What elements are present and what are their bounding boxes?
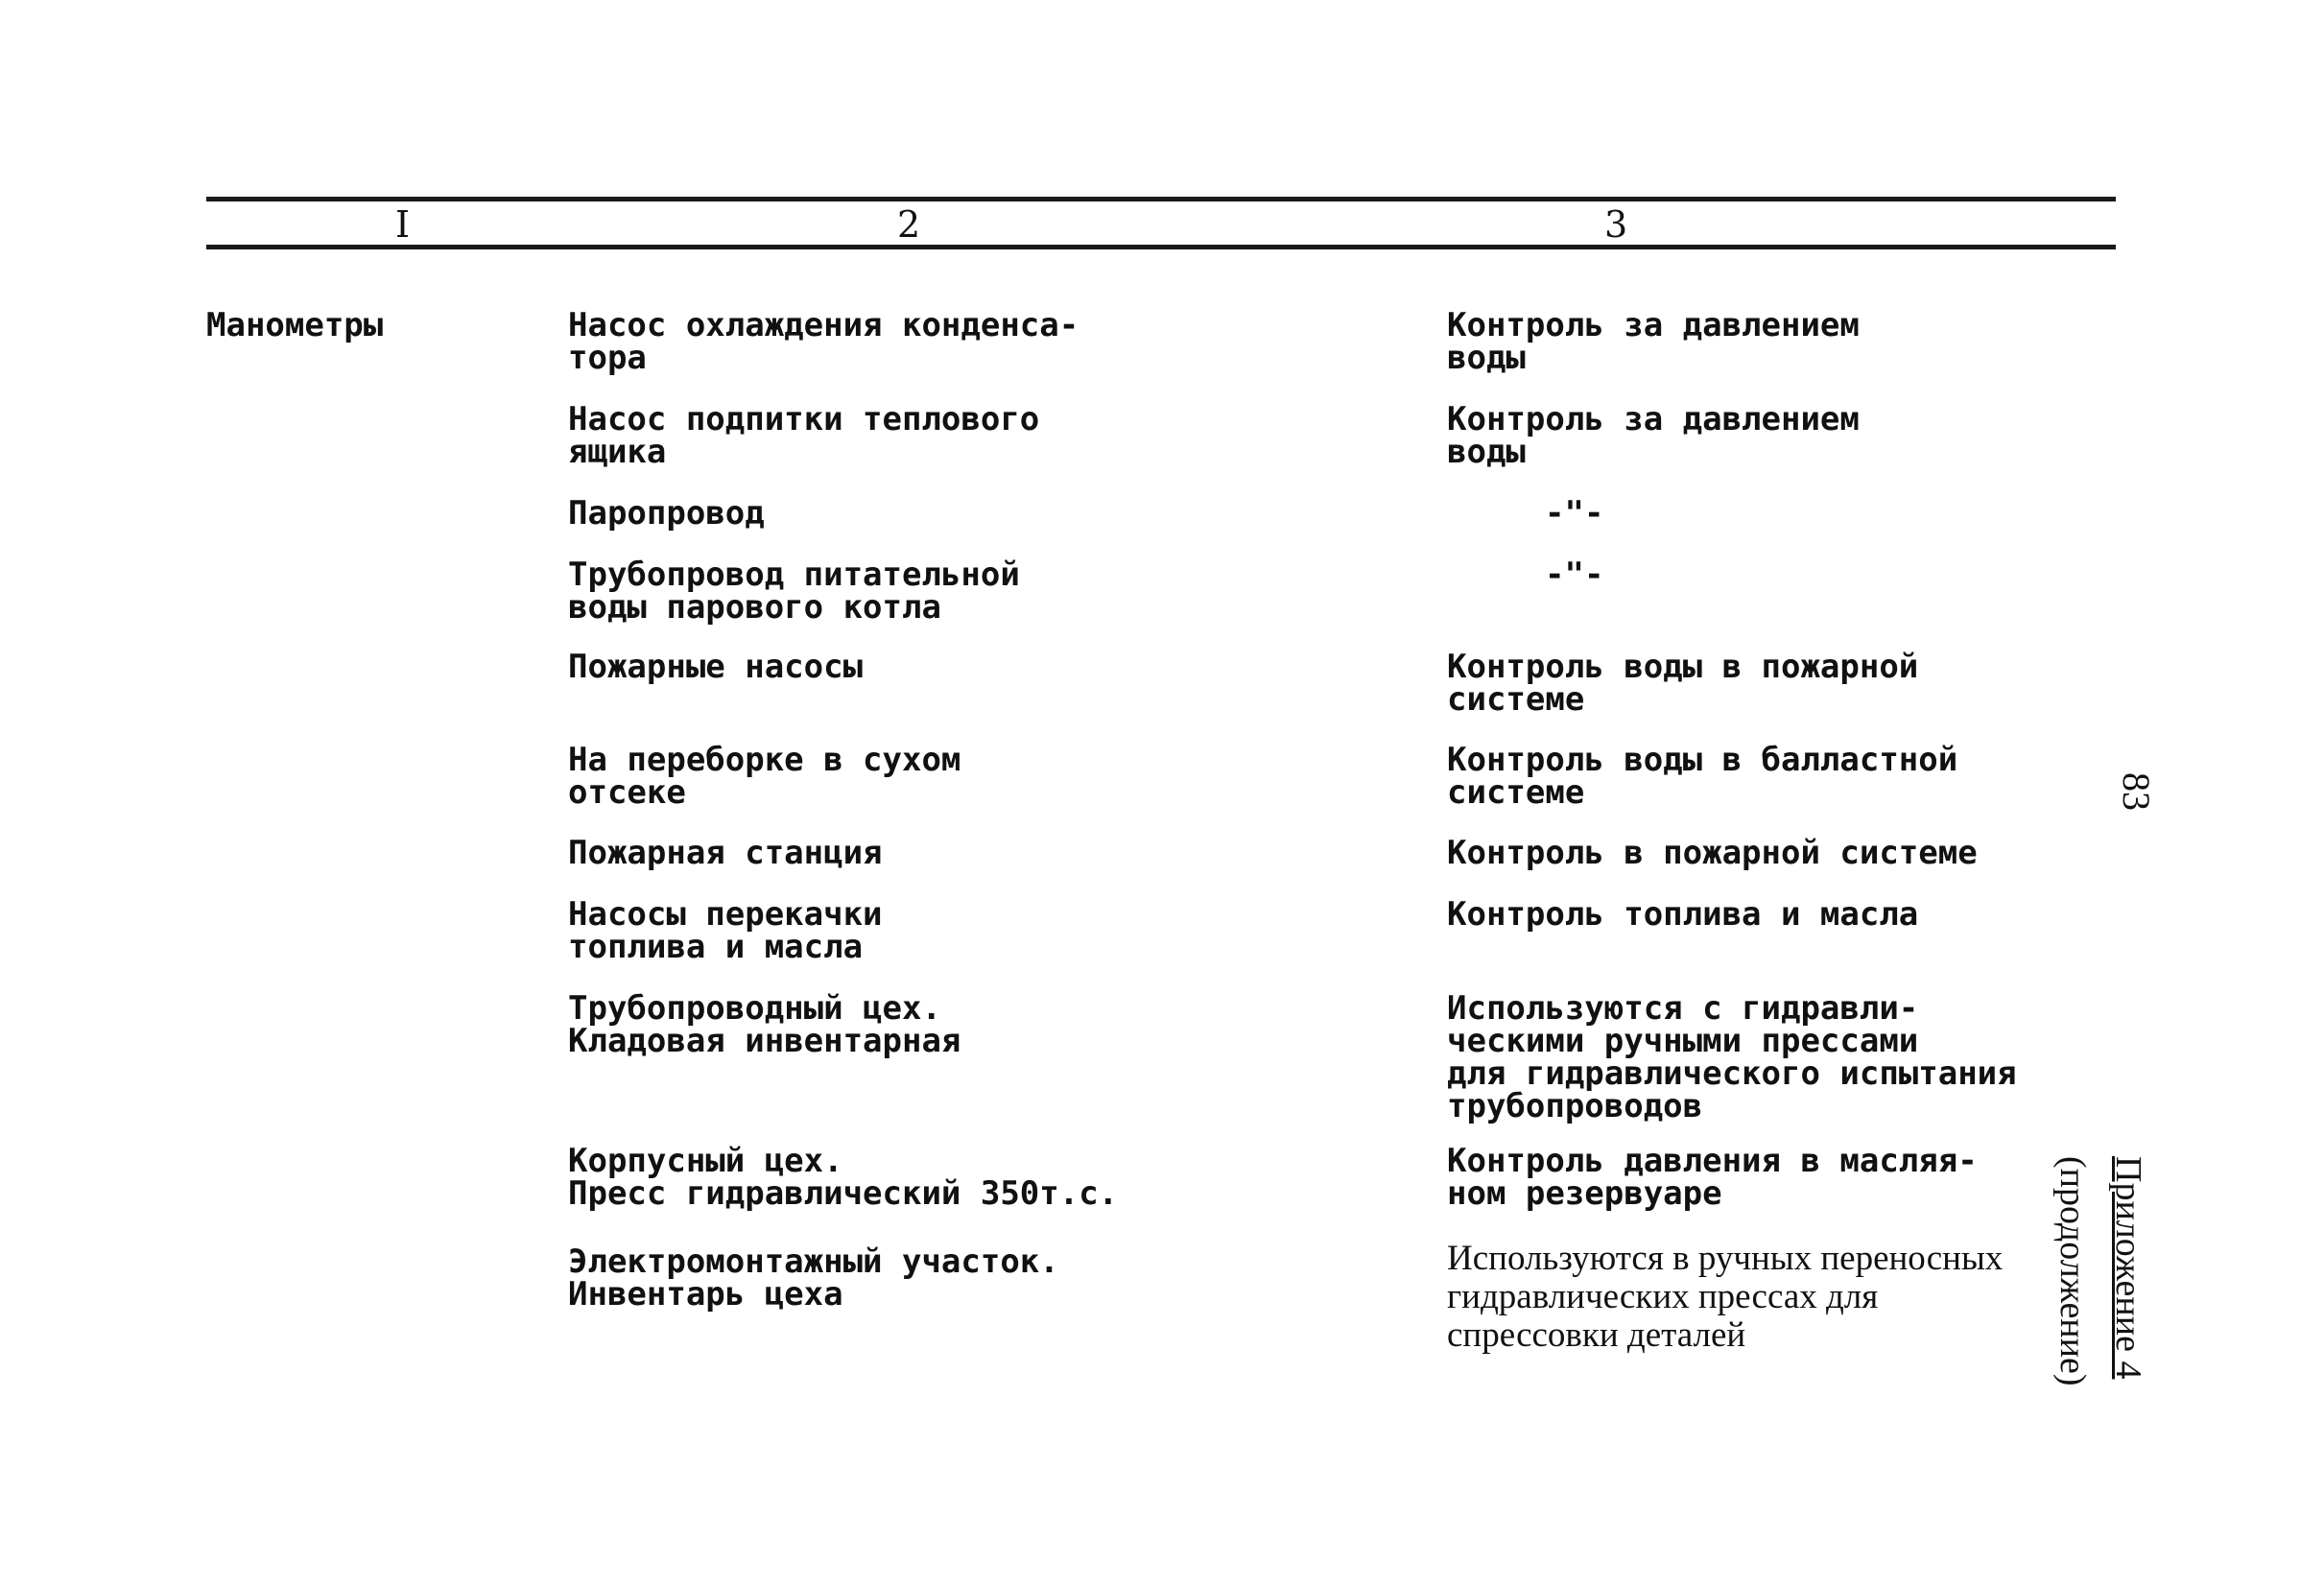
table-cell-location: Электромонтажный участок. Инвентарь цеха xyxy=(568,1243,1059,1314)
appendix-note: (продолжение) xyxy=(2052,1156,2093,1386)
table-cell-location: Трубопровод питательной воды парового котла xyxy=(568,556,1020,627)
table-cell-location: Трубопроводный цех. Кладовая инвентарная xyxy=(568,989,961,1060)
table-cell-location: Насос подпитки теплового ящика xyxy=(568,400,1040,471)
table-cell-location: Насосы перекачки топлива и масла xyxy=(568,895,883,966)
table-cell-purpose: Контроль за давлением воды xyxy=(1447,400,1860,471)
table-cell-purpose: Контроль в пожарной системе xyxy=(1447,834,1978,872)
table-cell-location: На переборке в сухом отсеке xyxy=(568,741,961,812)
table-cell-purpose: Контроль воды в балластной системе xyxy=(1447,741,1958,812)
table-cell-purpose: Используются в ручных переносных гидравлических прессах для спрессовки деталей xyxy=(1447,1239,2004,1355)
column-header-3: 3 xyxy=(1604,203,1628,246)
column-header-2: 2 xyxy=(897,203,921,246)
table-cell-purpose: Контроль давления в масляя- ном резервуаре xyxy=(1447,1142,1978,1213)
table-cell-device: Манометры xyxy=(206,306,384,344)
table-cell-location: Насос охлаждения конденса- тора xyxy=(568,306,1079,377)
page-number: 83 xyxy=(2115,772,2158,811)
table-cell-purpose: -"- xyxy=(1545,556,1604,594)
table-cell-location: Паропровод xyxy=(568,494,765,533)
table-cell-location: Корпусный цех. Пресс гидравлический 350т.с. xyxy=(568,1142,1119,1213)
column-header-1: I xyxy=(395,203,411,246)
table-header-rule xyxy=(206,245,2116,249)
table-cell-purpose: Используются с гидравли- ческими ручными прессами для гидравлического испытания трубопроводов xyxy=(1447,989,2017,1125)
table-cell-purpose: Контроль воды в пожарной системе xyxy=(1447,648,1919,719)
table-cell-purpose: Контроль за давлением воды xyxy=(1447,306,1860,377)
table-cell-purpose: Контроль топлива и масла xyxy=(1447,895,1919,934)
table-cell-location: Пожарные насосы xyxy=(568,648,864,686)
appendix-label: Приложение 4 xyxy=(2108,1156,2148,1380)
table-top-rule xyxy=(206,197,2116,201)
table-cell-location: Пожарная станция xyxy=(568,834,883,872)
table-cell-purpose: -"- xyxy=(1545,494,1604,533)
